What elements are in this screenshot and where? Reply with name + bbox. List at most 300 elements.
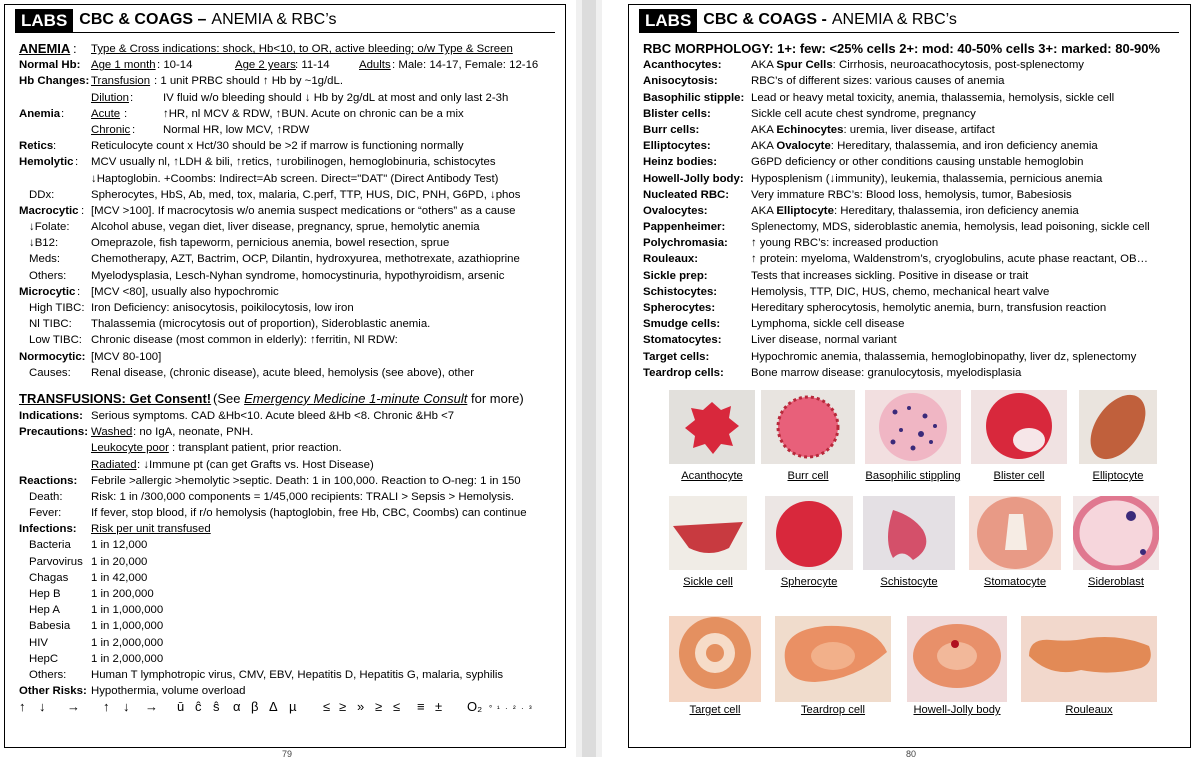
symbol-glyph: ° [489,704,493,714]
morph-desc [751,251,1148,267]
ddx-label: DDx: [29,188,55,201]
infection-item [19,586,559,602]
infection-item [19,570,559,586]
morph-term: Elliptocytes: [643,140,711,153]
retics-text: Reticulocyte count x Hct/30 should be >2 if marrow is functioning normally [91,140,464,153]
morph-term: Target cells: [643,350,710,363]
nl-tibc-text: Thalassemia (microcytosis out of proportion), Sideroblastic anemia. [91,318,431,331]
morph-item [643,284,1184,300]
others2-text: Human T lymphotropic virus, CMV, EBV, Hepatitis D, Hepatitis G, malaria, syphilis [91,668,504,681]
meds-row [19,251,559,267]
morph-desc-pre: AKA [751,123,777,136]
page-header [639,8,1179,33]
symbol-glyph: · [505,704,508,714]
leuko-text: : transplant patient, prior reaction. [172,442,342,455]
rbc-caption: Howell-Jolly body [913,704,1001,716]
morph-desc [751,138,1098,154]
symbol-row [19,699,559,717]
infections-label: Infections: [19,523,77,536]
morph-desc [751,332,897,348]
anemia-heading: ANEMIA [19,41,71,56]
anemia-chronic-row [19,122,559,138]
rbc-caption: Burr cell [787,470,829,482]
header-title-bold: CBC & COAGS - [703,11,827,28]
morph-desc [751,154,1083,170]
rbc-caption: Stomatocyte [983,576,1047,588]
washed-label: Washed [91,426,133,439]
transfusions-heading: TRANSFUSIONS: Get Consent! [19,390,212,406]
others2-label: Others: [29,668,67,681]
morph-item [643,154,1184,170]
morph-desc-pre: AKA [751,204,777,217]
folate-label: ↓Folate: [29,221,70,234]
morph-desc-pre: AKA [751,140,777,153]
labs-tag: LABS [15,9,73,32]
age1-value: : 10-14 [157,59,193,72]
hemolytic-colon: : [75,156,79,169]
symbol-glyph: Δ [269,699,278,715]
rbc-caption: Sideroblast [1088,576,1144,588]
nl-tibc-label: Nl TIBC: [29,318,72,331]
rbc-figure [907,616,1007,716]
microcytic-text: [MCV <80], usually also hypochromic [91,285,279,298]
infection-value: 1 in 1,000,000 [91,620,164,633]
others-text: Myelodysplasia, Lesch-Nyhan syndrome, homocystinuria, hypothyroidism, arsenic [91,269,505,282]
morph-desc-pre: AKA [751,59,777,72]
morph-desc-text: ↑ protein: myeloma, Waldenstrom’s, cryoglobulins, acute phase reactant, OB… [751,253,1148,266]
morph-term: Teardrop cells: [643,366,724,379]
symbol-glyph: O₂ [467,699,483,715]
chronic-colon: : [132,123,136,136]
morph-item [643,57,1184,73]
rbc-image-icon [669,496,747,570]
reactions-label: Reactions: [19,474,78,487]
morph-item [643,251,1184,267]
symbol-glyph: ĉ [195,699,202,715]
morph-item [643,235,1184,251]
rbc-image-icon [907,616,1007,702]
indications-row [19,408,559,424]
hemolytic-line2: ↓Haptoglobin. +Coombs: Indirect=Ab screen. Direct="DAT" (Direct Antibody Test) [91,172,499,185]
page-number-right: 80 [906,749,917,759]
morph-item [643,171,1184,187]
morph-item [643,332,1184,348]
infection-value: 1 in 200,000 [91,588,154,600]
infection-item [19,618,559,634]
radiated-row [19,457,559,473]
symbol-glyph: ≥ [339,699,347,715]
symbol-glyph: » [357,699,365,715]
adults-value: : Male: 14-17, Female: 12-16 [392,59,539,72]
radiated-label: Radiated [91,458,137,471]
rbc-figure [765,496,853,588]
rbc-image-icon [865,390,961,464]
rbc-figure [761,390,855,482]
retics-label: Retics [19,140,54,153]
death-label: Death: [29,490,63,503]
macrocytic-colon: : [81,204,85,217]
rbc-figure [1073,496,1159,588]
infections-row [19,521,559,537]
morph-item [643,138,1184,154]
morph-desc-text: Sickle cell acute chest syndrome, pregnancy [751,107,976,120]
type-cross-text: Type & Cross indications: shock, Hb<10, to OR, active bleeding; o/w Type & Screen [91,43,513,55]
symbol-glyph: ↑ [103,699,110,715]
dilution-colon: : [130,91,134,104]
symbol-glyph: ² [513,704,516,714]
causes-text: Renal disease, (chronic disease), acute bleed, hemolysis (see above), other [91,366,475,379]
rbc-caption: Sickle cell [683,576,733,588]
anemia-row [19,41,559,57]
meds-text: Chemotherapy, AZT, Bactrim, OCP, Dilantin, hydroxyurea, methotrexate, azathioprine [91,253,520,266]
morphology-list [643,41,1184,381]
morph-term: Stomatocytes: [643,334,722,347]
rbc-caption: Schistocyte [880,576,938,588]
morph-desc-text: Tests that increases sickling. Positive in disease or trait [751,269,1029,282]
morph-desc-text: Hereditary spherocytosis, hemolytic anemia, burn, transfusion reaction [751,302,1107,314]
normocytic-row [19,349,559,365]
morph-desc [751,171,1102,187]
infection-label: Bacteria [29,539,71,552]
b12-row [19,235,559,251]
infection-label: HepC [29,652,59,665]
rbc-caption: Spherocyte [780,576,838,588]
folate-text: Alcohol abuse, vegan diet, liver disease, pregnancy, sprue, hemolytic anemia [91,221,480,234]
morph-desc-text: RBC’s of different sizes: various causes of anemia [751,75,1005,88]
indications-text: Serious symptoms. CAD &Hb<10. Acute bleed &Hb <8. Chronic &Hb <7 [91,409,455,422]
symbol-glyph: ¹ [497,704,500,714]
adults-label: Adults [359,59,391,72]
see-pre: (See [213,390,245,406]
morph-desc [751,365,1021,381]
rbc-figure [775,616,891,716]
right-page [628,4,1191,748]
transfusion-label: Transfusion [91,75,151,88]
rbc-image-icon [1021,616,1157,702]
symbol-glyph: ³ [529,704,532,714]
morph-desc-bold: Spur Cells [776,59,833,72]
symbol-glyph: ± [435,699,443,715]
folate-row [19,219,559,235]
left-body [19,41,559,717]
rbc-image-icon [1079,390,1157,464]
morph-item [643,73,1184,89]
symbol-glyph: → [67,699,80,715]
rbc-figure [669,616,761,716]
morph-term: Pappenheimer: [643,221,726,234]
morph-item [643,300,1184,316]
infection-value: 1 in 2,000,000 [91,652,164,665]
hb-changes-row [19,73,559,89]
morph-item [643,316,1184,332]
symbol-glyph: α [233,699,241,715]
retics-row [19,138,559,154]
morph-item [643,268,1184,284]
rbc-caption: Rouleaux [1065,704,1113,716]
symbol-glyph: µ [289,699,297,715]
morph-desc-text: Hyposplenism (↓immunity), leukemia, thalassemia, pernicious anemia [751,172,1103,185]
transfusions-row [19,391,559,408]
infection-label: HIV [29,636,48,649]
acute-text: ↑HR, nl MCV & RDW, ↑BUN. Acute on chronic can be a mix [163,107,464,120]
high-tibc-label: High TIBC: [29,302,85,314]
morph-desc-text: Hemolysis, TTP, DIC, HUS, chemo, mechanical heart valve [751,285,1050,298]
infections-text: Risk per unit transfused [91,523,211,536]
morph-term: Anisocytosis: [643,75,718,88]
infection-value: 1 in 2,000,000 [91,636,164,649]
infection-label: Parvovirus [29,555,83,568]
morph-desc-text: ↑ young RBC’s: increased production [751,237,939,250]
morph-term: Burr cells: [643,123,700,136]
reactions-text: Febrile >allergic >hemolytic >septic. Death: 1 in 100,000. Reaction to O-neg: 1 in 150 [91,474,521,487]
age1-label: Age 1 month [91,59,156,72]
death-text: Risk: 1 in /300,000 components = 1/45,000 recipients: TRALI > Sepsis > Hemolysis. [91,490,515,503]
b12-label: ↓B12: [29,237,59,250]
rbc-image-icon [1073,496,1159,570]
high-tibc-row [19,300,559,316]
infection-label: Chagas [29,571,69,584]
morph-item [643,219,1184,235]
others2-row [19,667,559,683]
morph-items [643,57,1184,381]
page-header [15,8,555,33]
precautions-row [19,424,559,440]
causes-label: Causes: [29,366,71,379]
symbol-glyph: → [145,699,158,715]
morph-desc-text: : Hereditary, thalassemia, iron deficiency anemia [833,204,1079,217]
rbc-image-icon [669,616,761,702]
radiated-text: : ↓Immune pt (can get Grafts vs. Host Disease) [137,458,374,471]
morph-desc [751,219,1150,235]
others-label: Others: [29,269,67,282]
symbol-glyph: ≤ [323,699,331,715]
morph-term: Schistocytes: [643,285,718,298]
morph-desc-bold: Echinocytes [776,123,844,136]
hb-changes-label: Hb Changes: [19,75,90,88]
symbol-glyph: · [521,704,524,714]
fever-text: If fever, stop blood, if r/o hemolysis (haptoglobin, free Hb, CBC, Coombs) can continue [91,507,527,520]
rbc-image-icon [971,390,1067,464]
morph-item [643,90,1184,106]
rbc-caption: Elliptocyte [1092,470,1144,482]
normal-hb-row [19,57,559,73]
morph-term: Blister cells: [643,107,711,120]
morph-desc [751,106,976,122]
fever-row [19,505,559,521]
transfusions-see [213,391,524,407]
low-tibc-label: Low TIBC: [29,334,82,347]
morph-term: Howell-Jolly body: [643,172,744,185]
labs-tag: LABS [639,9,697,32]
morph-desc-bold: Elliptocyte [776,204,834,217]
reactions-row [19,473,559,489]
morph-desc-text: : Cirrhosis, neuroacathocytosis, post-splenectomy [832,59,1085,72]
morph-desc-bold: Ovalocyte [776,140,831,153]
retics-colon: : [53,140,57,153]
morph-desc-text: Hypochromic anemia, thalassemia, hemoglobinopathy, liver dz, splenectomy [751,350,1137,363]
anemia-label: Anemia [19,107,61,120]
morph-desc-text: : uremia, liver disease, artifact [843,123,995,136]
rbc-figure [1079,390,1157,482]
acute-colon: : [124,107,128,120]
meds-label: Meds: [29,253,61,266]
microcytic-row [19,284,559,300]
causes-row [19,365,559,381]
dilution-label: Dilution [91,91,129,104]
others-row [19,268,559,284]
chronic-text: Normal HR, low MCV, ↑RDW [163,123,310,136]
other-risks-text: Hypothermia, volume overload [91,685,246,698]
washed-text: : no IgA, neonate, PNH. [133,426,254,439]
morph-desc [751,122,995,138]
hemolytic-line1: MCV usually nl, ↑LDH & bili, ↑retics, ↑urobilinogen, hemoglobinuria, schistocytes [91,156,496,169]
morph-item [643,365,1184,381]
morph-term: Nucleated RBC: [643,188,730,201]
rbc-caption: Teardrop cell [800,704,866,716]
infection-value: 1 in 42,000 [91,571,148,584]
chronic-label: Chronic [91,123,131,136]
morph-desc-text: : Hereditary, thalassemia, and iron deficiency anemia [830,140,1098,153]
symbol-glyph: ŝ [213,699,220,715]
anemia-acute-row [19,106,559,122]
macrocytic-label: Macrocytic [19,204,79,217]
infection-item [19,537,559,553]
symbol-glyph: ≥ [375,699,383,715]
rbc-caption: Acanthocyte [681,470,743,482]
symbol-glyph: ≡ [417,699,425,715]
microcytic-colon: : [77,285,81,298]
rbc-figure [865,390,961,482]
rbc-caption: Blister cell [993,470,1045,482]
leuko-row [19,440,559,456]
morph-desc [751,203,1079,219]
normocytic-label: Normocytic: [19,350,86,363]
anemia-label-colon: : [61,107,65,120]
infection-item [19,602,559,618]
header-title: ANEMIA & RBC’s [831,11,957,28]
infection-label: Hep B [29,588,61,600]
morph-desc-text: Lead or heavy metal toxicity, anemia, thalassemia, hemolysis, sickle cell [751,91,1115,104]
death-row [19,489,559,505]
infection-item [19,651,559,667]
rbc-figure [969,496,1061,588]
morph-term: Polychromasia: [643,237,728,250]
morph-term: Rouleaux: [643,253,699,266]
see-post: for more) [467,390,524,406]
rbc-caption: Target cell [689,704,741,716]
morph-term: Smudge cells: [643,318,721,331]
acute-label: Acute [91,107,121,120]
microcytic-label: Microcytic [19,285,76,298]
morph-item [643,203,1184,219]
morph-desc-text: Liver disease, normal variant [751,334,897,347]
rbc-image-icon [863,496,955,570]
morph-term: Basophilic stipple: [643,91,745,104]
morph-item [643,187,1184,203]
rbc-image-icon [669,390,755,464]
morph-title: RBC MORPHOLOGY: 1+: few: <25% cells 2+: mod: 40-50% cells 3+: marked: 80-90% [643,41,1161,56]
morph-desc-text: Very immature RBC’s: Blood loss, hemolysis, tumor, Babesiosis [751,188,1072,201]
rbc-figure [669,390,755,482]
anemia-colon: : [73,41,77,56]
symbol-glyph: ↓ [39,699,46,715]
morph-desc [751,268,1028,284]
leuko-label: Leukocyte poor [91,442,169,455]
morph-desc-text: Splenectomy, MDS, sideroblastic anemia, hemolysis, lead poisoning, sickle cell [751,221,1150,234]
morph-term: Sickle prep: [643,269,708,282]
rbc-figure [669,496,747,588]
rbc-image-icon [765,496,853,570]
morph-desc [751,90,1114,106]
normal-hb-label: Normal Hb: [19,59,81,72]
morph-desc [751,187,1072,203]
morph-desc [751,349,1136,365]
morph-desc [751,316,904,332]
morph-item [643,122,1184,138]
header-title-bold: CBC & COAGS – [79,11,207,28]
ddx-row [19,187,559,203]
ddx-text: Spherocytes, HbS, Ab, med, tox, malaria, C.perf, TTP, HUS, DIC, PNH, G6PD, ↓phos [91,188,521,201]
morph-item [643,349,1184,365]
fever-label: Fever: [29,507,62,520]
morph-item [643,106,1184,122]
symbol-glyph: ↓ [123,699,130,715]
b12-text: Omeprazole, fish tapeworm, pernicious anemia, bowel resection, sprue [91,237,450,250]
rbc-figure [1021,616,1157,716]
low-tibc-text: Chronic disease (most common in elderly): ↑ferritin, Nl RDW: [91,334,398,347]
symbol-glyph: ū [177,699,185,715]
morph-desc [751,300,1106,316]
infection-item [19,554,559,570]
morph-title-row [643,41,1184,57]
rbc-image-icon [969,496,1061,570]
morph-desc [751,284,1049,300]
cell-gallery [669,390,1169,735]
page-number-left: 79 [282,749,293,759]
age2-value: : 11-14 [295,59,330,72]
nl-tibc-row [19,316,559,332]
normocytic-text: [MCV 80-100] [91,350,162,363]
book-title: Emergency Medicine 1-minute Consult [244,390,468,406]
infection-label: Hep A [29,604,61,617]
infection-value: 1 in 1,000,000 [91,604,164,617]
dilution-row [19,90,559,106]
morph-term: Acanthocytes: [643,59,722,72]
morph-term: Heinz bodies: [643,156,718,169]
high-tibc-text: Iron Deficiency: anisocytosis, poikilocytosis, low iron [91,302,354,314]
morph-desc-text: Lymphoma, sickle cell disease [751,318,905,331]
infection-item [19,635,559,651]
morph-term: Spherocytes: [643,302,716,314]
rbc-caption: Basophilic stippling [865,470,961,482]
transfusion-text: : 1 unit PRBC should ↑ Hb by ~1g/dL. [154,75,344,88]
macrocytic-row [19,203,559,219]
macrocytic-text: [MCV >100]. If macrocytosis w/o anemia suspect medications or “others” as a cause [91,204,516,217]
infection-value: 1 in 20,000 [91,555,148,568]
infection-value: 1 in 12,000 [91,539,148,552]
morph-term: Ovalocytes: [643,204,708,217]
low-tibc-row [19,332,559,348]
rbc-image-icon [761,390,855,464]
symbol-glyph: ≤ [393,699,401,715]
symbol-glyph: β [251,699,259,715]
indications-label: Indications: [19,409,83,422]
hemolytic-row [19,154,559,170]
left-page [4,4,566,748]
rbc-figure [863,496,955,588]
infection-label: Babesia [29,620,71,633]
morph-desc [751,57,1084,73]
